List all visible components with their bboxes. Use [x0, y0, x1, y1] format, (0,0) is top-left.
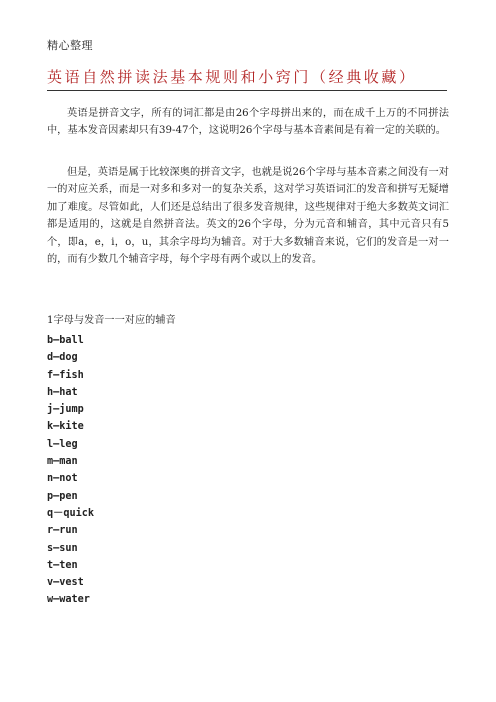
list-item: t—ten	[47, 559, 78, 571]
list-item: m—man	[47, 456, 78, 468]
list-item: v—vest	[47, 577, 84, 589]
intro-paragraph: 英语是拼音文字，所有的词汇都是由26个字母拼出来的，而在成千上万的不同拼法中，基本发音因素却只有39-47个，这说明26个字母与基本音素间是有着一定的关联的。	[47, 108, 449, 137]
list-item: r—run	[47, 525, 78, 537]
document-title: 英语自然拼读法基本规则和小窍门（经典收藏）	[47, 66, 447, 91]
list-item: f—fish	[47, 369, 84, 381]
list-item: q－quick	[47, 507, 94, 519]
list-item: l—leg	[47, 438, 78, 450]
list-item: b—ball	[47, 335, 84, 346]
page-header-label: 精心整理	[47, 39, 93, 52]
list-item: k—kite	[47, 421, 84, 433]
list-item: j—jump	[47, 404, 84, 416]
section-heading: 1字母与发音一一对应的辅音	[47, 315, 176, 326]
list-item: w—water	[47, 594, 90, 606]
list-item: n—not	[47, 473, 78, 485]
consonant-word-list	[47, 332, 94, 609]
phonics-paragraph: 但是，英语是属于比较深奥的拼音文字，也就是说26个字母与基本音素之间没有一对一的对应关系，而是一对多和多对一的复杂关系，这对学习英语词汇的发音和拼写无疑增加了难度。尽管如此，人们还是总结出了很多发音规律，这些规律对于绝大多数英文词汇都是适用的，这就是自然拼音法。英文的26个字母，分为元音和辅音，其中元音只有5个，即a，e，i，o，u，其余字母均为辅音。对于大多数辅音来说，它们的发音是一对一的，而有少数几个辅音字母，每个字母有两个或以上的发音。	[47, 167, 449, 266]
list-item: p—pen	[47, 490, 78, 502]
list-item: d—dog	[47, 352, 78, 364]
list-item: s—sun	[47, 542, 78, 554]
list-item: h—hat	[47, 386, 78, 398]
